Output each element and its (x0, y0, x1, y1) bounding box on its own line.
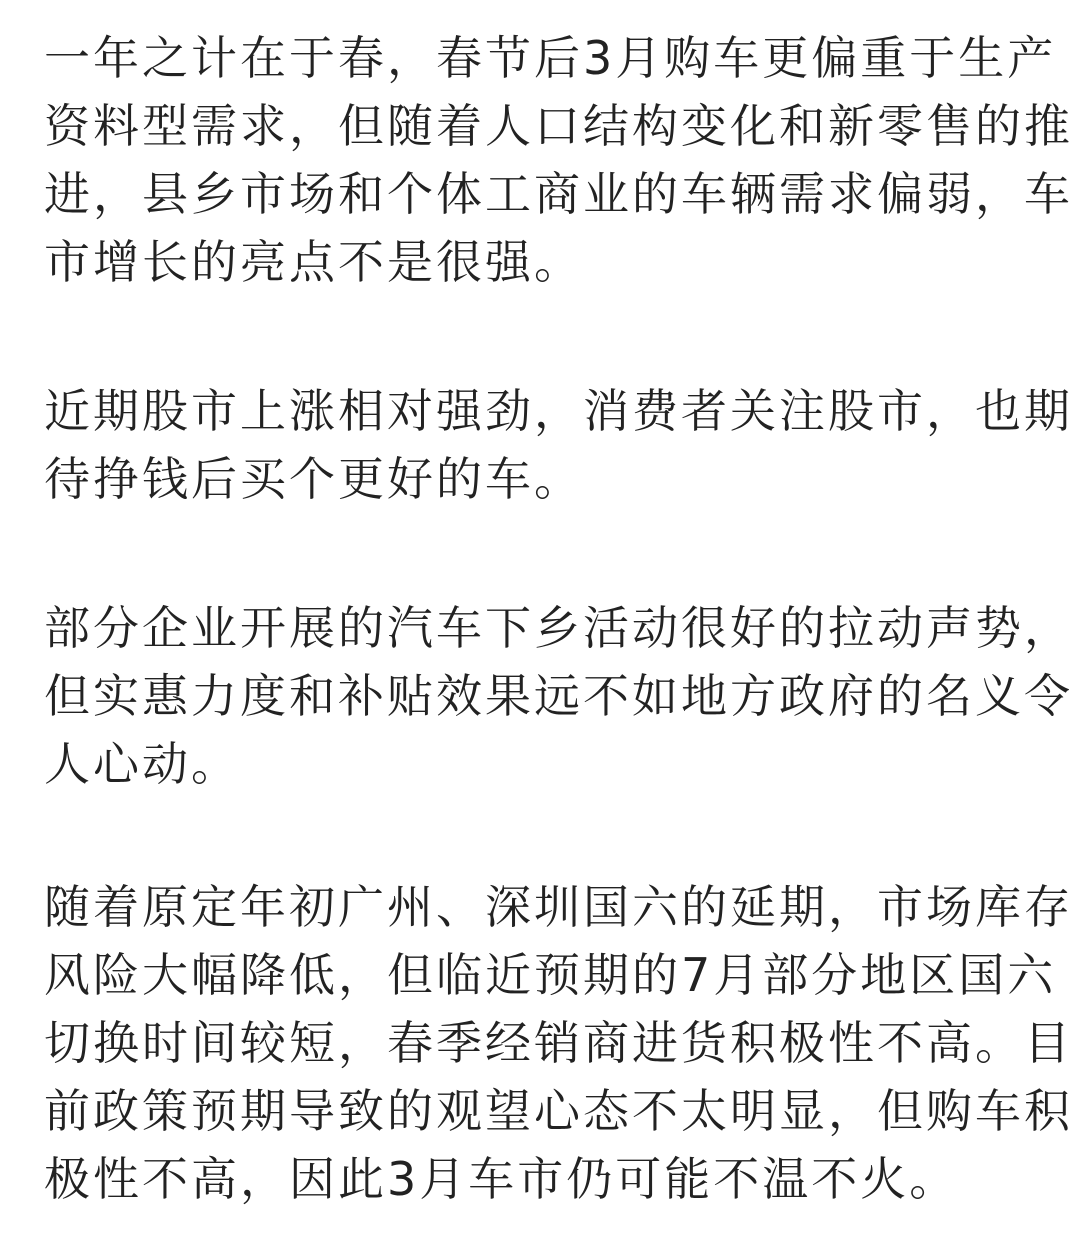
paragraph-2 (44, 377, 1073, 513)
text-line: 一年之计在于春，春节后3月购车更偏重于生产 (44, 31, 1057, 85)
text-line: 人心动。 (44, 737, 240, 791)
text-line: 进，县乡市场和个体工商业的车辆需求偏弱，车 (44, 167, 1073, 221)
text-line: 极性不高，因此3月车市仍可能不温不火。 (44, 1152, 959, 1206)
text-line: 市增长的亮点不是很强。 (44, 235, 583, 289)
text-line: 资料型需求，但随着人口结构变化和新零售的推 (44, 99, 1073, 153)
paragraph-4 (44, 873, 1073, 1213)
text-line: 前政策预期导致的观望心态不太明显，但购车积 (44, 1084, 1073, 1138)
text-line: 切换时间较短，春季经销商进货积极性不高。目 (44, 1016, 1073, 1070)
text-line: 但实惠力度和补贴效果远不如地方政府的名义令 (44, 669, 1073, 723)
paragraph-3 (44, 594, 1073, 798)
paragraph-1 (44, 24, 1073, 296)
text-line: 近期股市上涨相对强劲，消费者关注股市，也期 (44, 384, 1073, 438)
text-line: 风险大幅降低，但临近预期的7月部分地区国六 (44, 948, 1057, 1002)
text-line: 部分企业开展的汽车下乡活动很好的拉动声势， (44, 601, 1073, 655)
text-line: 待挣钱后买个更好的车。 (44, 452, 583, 506)
text-line: 随着原定年初广州、深圳国六的延期，市场库存 (44, 880, 1073, 934)
